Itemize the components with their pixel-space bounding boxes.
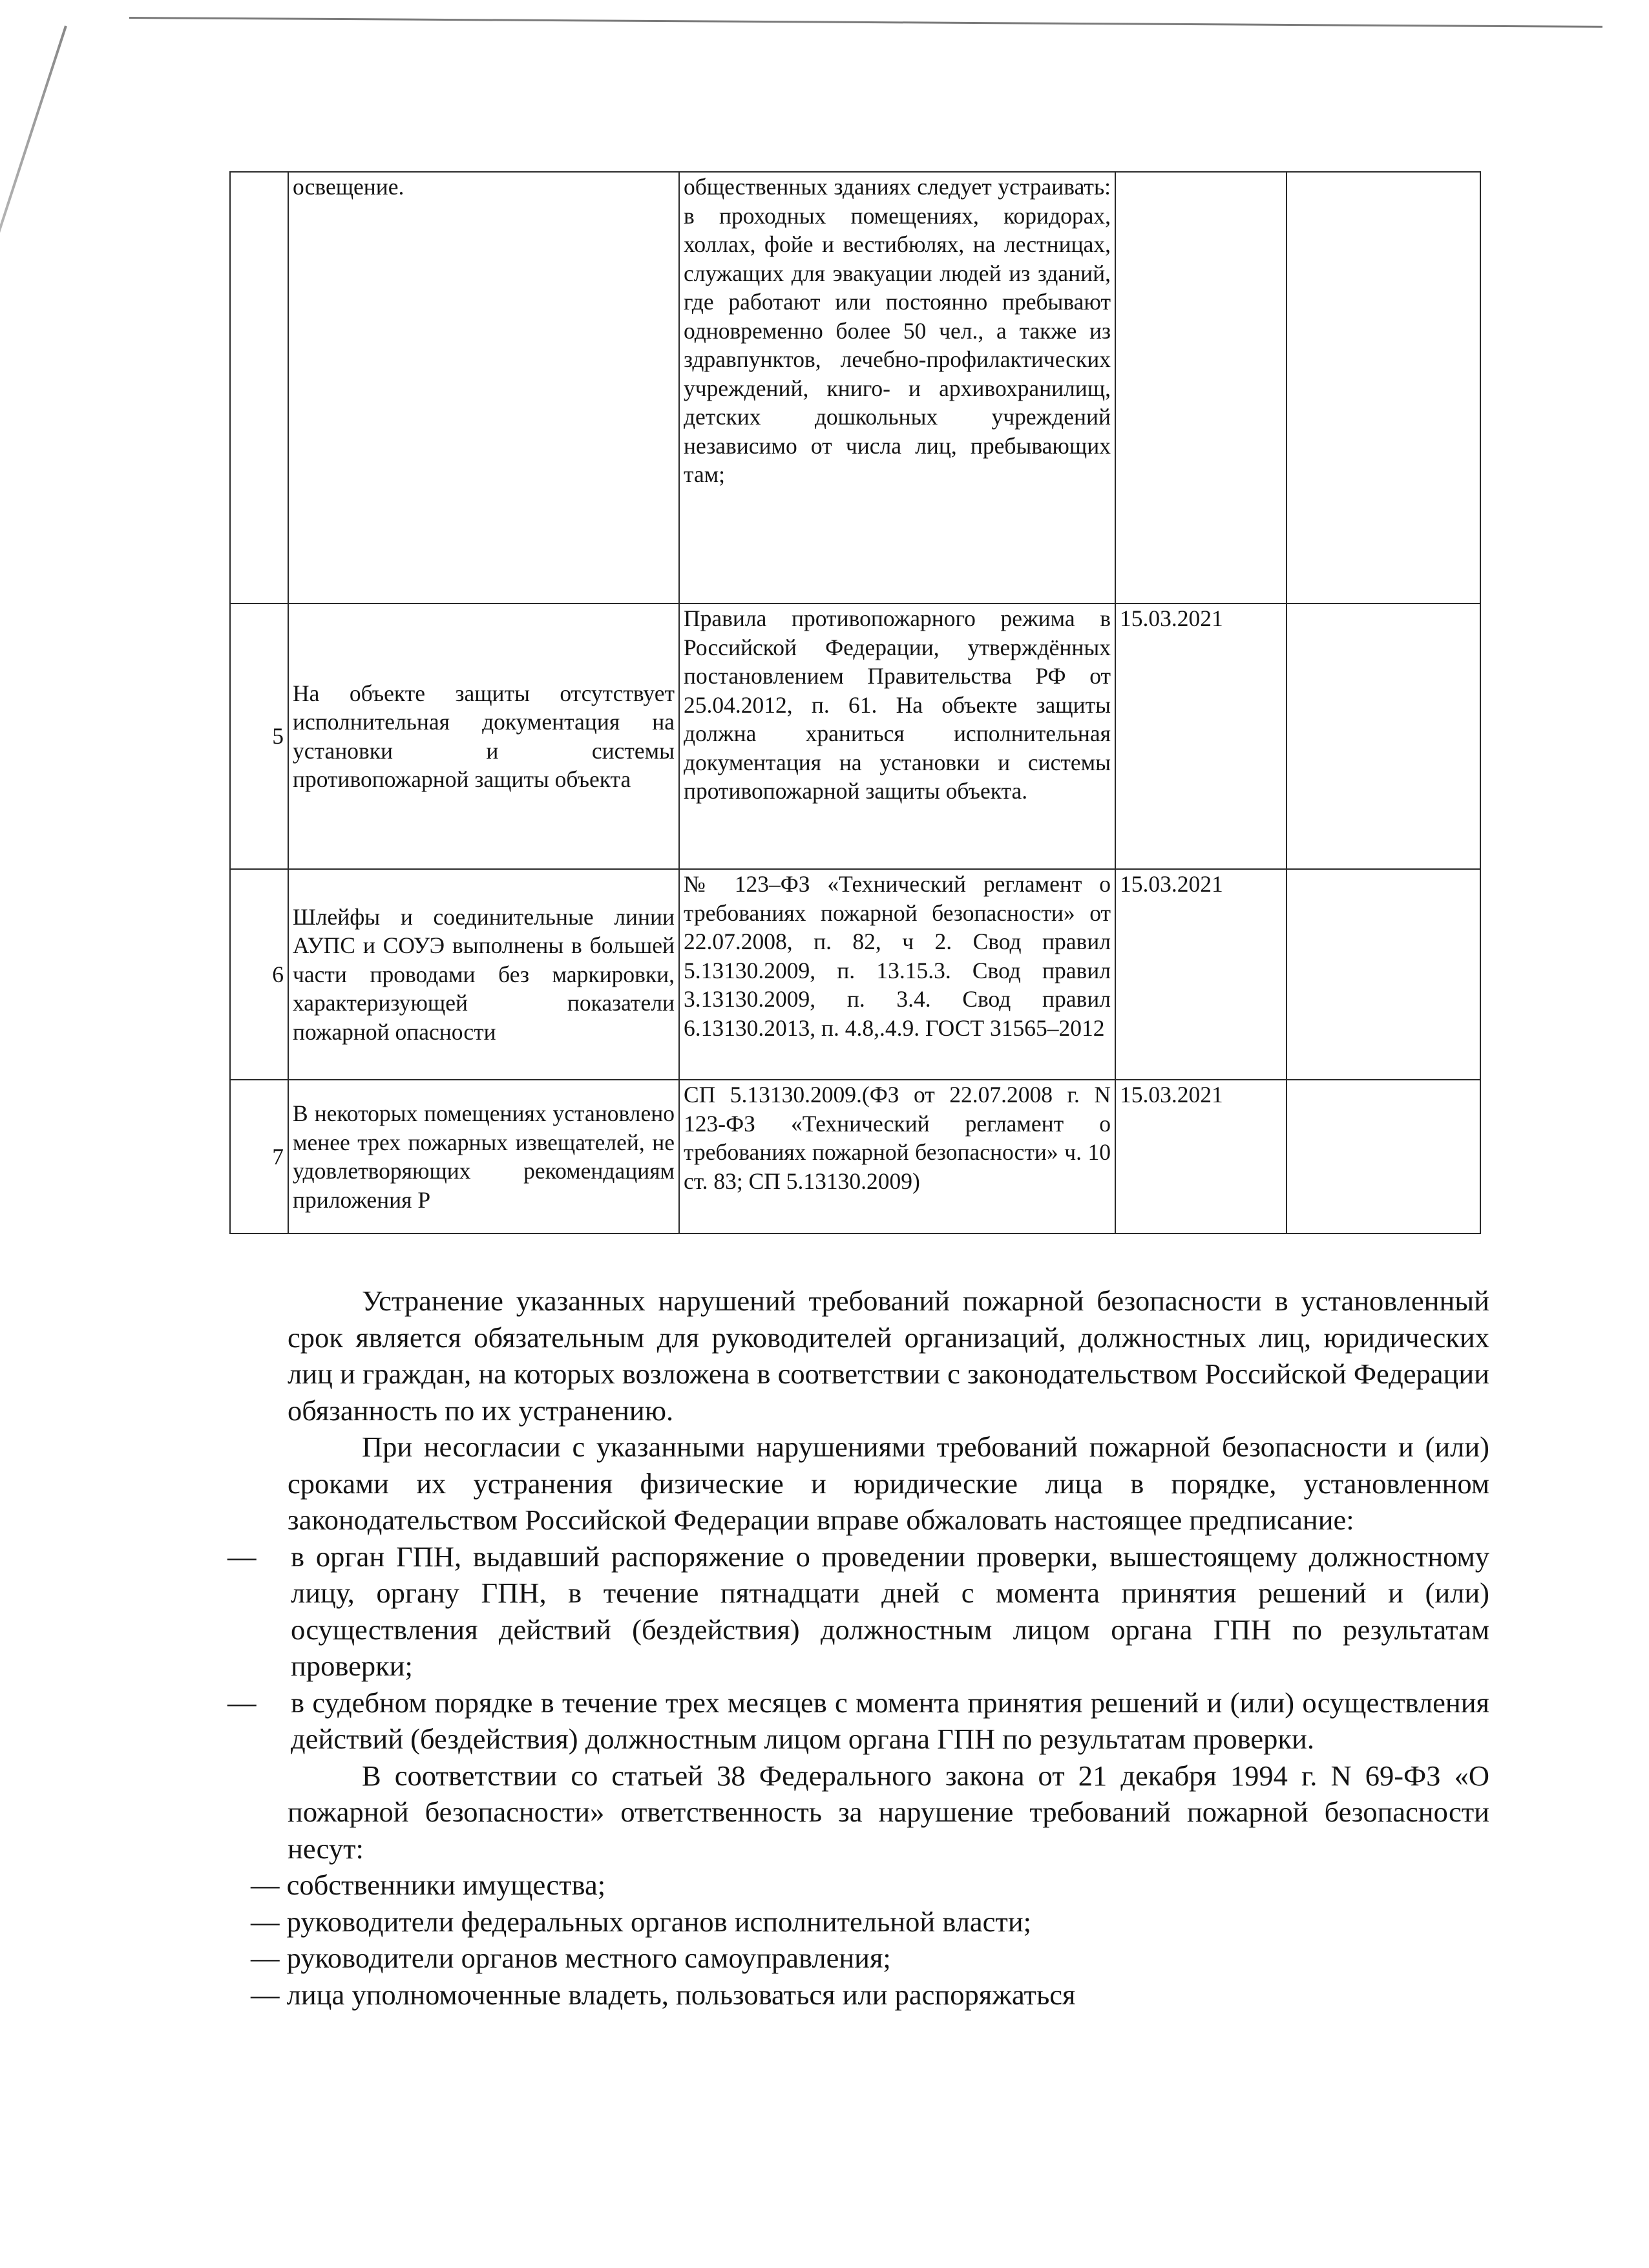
- row-number: 7: [230, 1080, 288, 1234]
- prescription-body-text: [227, 1283, 1489, 2013]
- violated-norm: Правила противопожарного режима в Российской Федерации, утверждённых постановлением Правительства РФ от 25.04.2012, п. 61. На объекте защиты должна храниться исполнительная документация на установки и системы противопожарной защиты объекта.: [679, 604, 1115, 869]
- paragraph-obligation: Устранение указанных нарушений требований пожарной безопасности в установленный срок является обязательным для руководителей организаций, должностных лиц, юридических лиц и граждан, на которых возложена в соответствии с законодательством Российской Федерации обязанность по их устранению.: [288, 1285, 1489, 1427]
- scan-edge-left: [0, 25, 67, 260]
- deadline-date: 15.03.2021: [1115, 869, 1287, 1080]
- completion-mark: [1287, 172, 1480, 604]
- table-row: [230, 1080, 1480, 1234]
- list-dash: —: [227, 1686, 257, 1719]
- list-item: — собственники имущества;: [251, 1869, 606, 1901]
- appeal-option-court: [227, 1685, 1489, 1758]
- violated-norm: общественных зданиях следует устраивать: в проходных помещениях, коридорах, холлах, фойе и вестибюлях, на лестницах, служащих для эвакуации людей из зданий, где работают или постоянно пребывают одновременно более 50 чел., а также из здравпунктов, лечебно-профилактических учреждений, книго- и архивохранилищ, детских дошкольных учреждений независимо от числа лиц, пребывающих там;: [679, 172, 1115, 604]
- violated-norm: СП 5.13130.2009.(ФЗ от 22.07.2008 г. N 123-ФЗ «Технический регламент о требованиях пожарной безопасности» ч. 10 ст. 83; СП 5.13130.2009): [679, 1080, 1115, 1234]
- appeal-option-gpn-text: в орган ГПН, выдавший распоряжение о проведении проверки, вышестоящему должностному лицу, органу ГПН, в течение пятнадцати дней с момента принятия решений и (или) осуществления действий (бездействия) должностным лицом органа ГПН по результатам проверки;: [291, 1540, 1489, 1682]
- responsible-parties-list: [239, 1867, 1489, 2013]
- list-item: — руководители федеральных органов исполнительной власти;: [251, 1905, 1032, 1938]
- list-item: — руководители органов местного самоуправления;: [251, 1942, 891, 1974]
- scan-edge-top: [129, 17, 1602, 28]
- completion-mark: [1287, 604, 1480, 869]
- deadline-date: [1115, 172, 1287, 604]
- completion-mark: [1287, 1080, 1480, 1234]
- paragraph-responsibility: В соответствии со статьей 38 Федерального закона от 21 декабря 1994 г. N 69-ФЗ «О пожарной безопасности» ответственность за нарушение требований пожарной безопасности несут:: [288, 1759, 1489, 1865]
- list-item: — лица уполномоченные владеть, пользоваться или распоряжаться: [251, 1978, 1076, 2011]
- deadline-date: 15.03.2021: [1115, 604, 1287, 869]
- table-row: [230, 172, 1480, 604]
- list-dash: —: [227, 1540, 257, 1573]
- violated-norm: № 123–ФЗ «Технический регламент о требованиях пожарной безопасности» от 22.07.2008, п. 82, ч 2. Свод правил 5.13130.2009, п. 13.15.3. Свод правил 3.13130.2009, п. 3.4. Свод правил 6.13130.2013, п. 4.8,.4.9. ГОСТ 31565–2012: [679, 869, 1115, 1080]
- row-number: 6: [230, 869, 288, 1080]
- deadline-date: 15.03.2021: [1115, 1080, 1287, 1234]
- violation-description: освещение.: [288, 172, 679, 604]
- row-number: 5: [230, 604, 288, 869]
- paragraph-appeal-intro: При несогласии с указанными нарушениями требований пожарной безопасности и (или) сроками их устранения физические и юридические лица в порядке, установленном законодательством Российской Федерации вправе обжаловать настоящее предписание:: [288, 1431, 1489, 1536]
- violations-table-container: [229, 171, 1480, 1234]
- appeal-option-court-text: в судебном порядке в течение трех месяцев с момента принятия решений и (или) осуществления действий (бездействия) должностным лицом органа ГПН по результатам проверки.: [291, 1686, 1489, 1755]
- row-number: [230, 172, 288, 604]
- violation-description: Шлейфы и соединительные линии АУПС и СОУЭ выполнены в большей части проводами без маркировки, характеризующей показатели пожарной опасности: [288, 869, 679, 1080]
- table-row: [230, 869, 1480, 1080]
- completion-mark: [1287, 869, 1480, 1080]
- violation-description: На объекте защиты отсутствует исполнительная документация на установки и системы противопожарной защиты объекта: [288, 604, 679, 869]
- appeal-option-gpn: [227, 1538, 1489, 1685]
- table-row: [230, 604, 1480, 869]
- violation-description: В некоторых помещениях установлено менее трех пожарных извещателей, не удовлетворяющих рекомендациям приложения Р: [288, 1080, 679, 1234]
- violations-table: [229, 171, 1481, 1234]
